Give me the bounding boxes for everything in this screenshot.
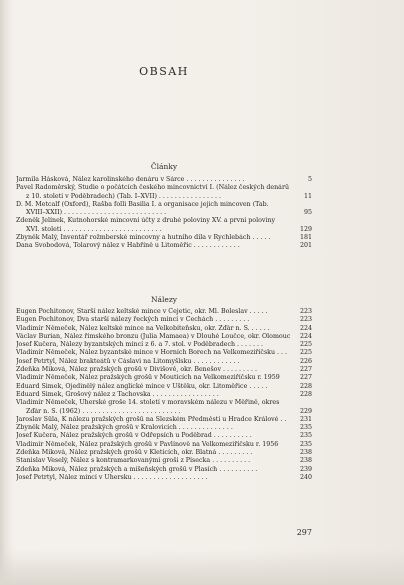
toc-entry-text: Jarmila Hásková, Nález karolinského denáru v Šárce . . . . . . . . . . . . . . .: [16, 176, 245, 183]
toc-entry-page: 229: [299, 407, 312, 415]
toc-entry: [16, 374, 312, 382]
toc-entry-text: Dana Svobodová, Tolarový nález v Habříně u Litoměřic . . . . . . . . . . . .: [16, 242, 240, 250]
toc-entry-page: 235: [299, 440, 312, 448]
toc-entry: [16, 424, 312, 432]
toc-entry: [16, 201, 312, 218]
toc-entry-text: XVIII–XXII) . . . . . . . . . . . . . . . . . . . . . . . . . .: [26, 209, 167, 217]
toc-entry: [16, 234, 312, 242]
toc-entry-page: 224: [299, 324, 312, 332]
toc-entry-text: Pavel Radoměrský, Studie o počátcích českého mincovnictví I. (Nález českých denárů: [16, 184, 290, 192]
toc-entry-page: 226: [299, 357, 312, 365]
toc-entry: [16, 325, 312, 333]
toc-entry: [16, 399, 312, 416]
toc-entry-page: 181: [299, 234, 312, 242]
toc-entry-text: Josef Kučera, Nálezy byzantských mincí z 6. a 7. stol. v Poděbradech . . . . . . .: [16, 341, 264, 349]
toc-entry-text: Zdeněk Jelínek, Kutnohorské mincovní účty z druhé poloviny XV. a první poloviny: [16, 217, 276, 225]
toc-entry-text: Vladimír Němeček, Nález byzantské mince v Horních Borech na Velkomeziříčsku . . .: [16, 349, 288, 357]
toc-entry-text: Zdeňka Miková, Nález pražských grošů v Divišově, okr. Benešov . . . . . . . . .: [16, 366, 258, 374]
toc-entry-page: 224: [299, 332, 312, 340]
toc-entry-page: 227: [299, 366, 312, 374]
table-of-contents-page: [16, 0, 312, 585]
toc-entry-page: 223: [299, 308, 312, 315]
toc-entry: [16, 466, 312, 474]
toc-entry-page: 5: [307, 176, 312, 183]
toc-entry-page: 201: [299, 242, 312, 250]
toc-entry-page: 11: [303, 192, 312, 200]
toc-entry-text: Eugen Pochitonov, Dva starší nálezy řeckých mincí v Čechách . . . . . . . . .: [16, 316, 250, 324]
toc-entry: [16, 333, 312, 341]
toc-entry: [16, 184, 312, 201]
toc-entry: [16, 316, 312, 324]
toc-entry-text: Vladimír Němeček, Nález keltské mince na Velkobíteňsku, okr. Žďár n. S. . . . . .: [16, 324, 270, 332]
toc-entry: [16, 217, 312, 234]
page-number: 297: [296, 528, 312, 537]
section-heading-clanky: Články: [150, 162, 178, 171]
toc-entry-page: 239: [299, 465, 312, 473]
toc-entry-text: Vladimír Němeček, Nález pražských grošů v Moutících na Velkomeziříčsku r. 1959: [16, 374, 280, 382]
toc-entry: [16, 441, 312, 449]
toc-entry-text: Eduard Šimek, Ojedinělý nález anglické mince v Úštěku, okr. Litoměřice . . . . .: [16, 382, 268, 390]
toc-entry: [16, 416, 312, 424]
toc-entry-text: Eduard Šimek, Grošový nález z Tachovska . . . . . . . . . . . . . . . . .: [16, 390, 219, 398]
toc-entry-page: 231: [299, 415, 312, 423]
toc-entry-page: 225: [299, 341, 312, 349]
toc-entry: [16, 341, 312, 349]
toc-entry: [16, 349, 312, 357]
toc-entry: [16, 176, 312, 184]
toc-entry-page: 238: [299, 449, 312, 457]
toc-entry-text: Vladimír Němeček, Nález pražských grošů v Pavlínově na Velkomeziříčsku r. 1956: [16, 440, 279, 448]
toc-list-nalezy: [16, 308, 312, 482]
toc-entry-text: Josef Kučera, Nález pražských grošů v Odřepsích u Poděbrad . . . . . . . . . .: [16, 432, 252, 440]
section-heading-nalezy: Nálezy: [150, 295, 178, 304]
toc-entry-text: Josef Petrtyl, Nález brakteátů v Čáslavi na Litomyšlsku . . . . . . . . . . . .: [16, 357, 240, 365]
toc-entry-text: Žďár n. S. (1962) . . . . . . . . . . . . . . . . . . . . . . . . .: [26, 407, 181, 415]
toc-entry-text: Vladimír Němeček, Uherské groše 14. století v moravském nálezu v Měřině, okres: [16, 399, 280, 407]
toc-entry: [16, 457, 312, 465]
toc-entry-text: D. M. Metcalf (Oxford), Rašba folli Basilia I. a organisace jejich mincoven (Tab.: [16, 200, 269, 208]
toc-entry: [16, 391, 312, 399]
toc-entry-page: 240: [299, 473, 312, 481]
toc-entry-text: Zdeňka Miková, Nález pražských a míšeňských grošů v Plasích . . . . . . . . . .: [16, 465, 258, 473]
toc-entry-page: 228: [299, 382, 312, 390]
toc-entry-text: z 10. století v Poděbradech) (Tab. I–XVII) . . . . . . . . . . . . . . . .: [26, 192, 221, 200]
toc-entry-text: XVI. století . . . . . . . . . . . . . . . . . . . . . . . . .: [26, 225, 162, 233]
toc-entry-page: 223: [299, 316, 312, 324]
toc-entry-text: Eugen Pochitonov, Starší nález keltské mince v Čejetic, okr. Ml. Boleslav . . . . .: [16, 308, 268, 315]
toc-entry: [16, 242, 312, 250]
toc-entry-text: Josef Petrtyl, Nález mincí v Uhersku . . . . . . . . . . . . . . . . . . .: [16, 473, 208, 481]
toc-entry: [16, 449, 312, 457]
toc-entry: [16, 308, 312, 316]
page-title: OBSAH: [139, 65, 189, 78]
toc-entry-page: 227: [299, 374, 312, 382]
toc-entry: [16, 366, 312, 374]
toc-entry: [16, 432, 312, 440]
toc-entry-page: 235: [299, 424, 312, 432]
toc-entry-page: 95: [303, 209, 312, 217]
toc-entry: [16, 474, 312, 482]
toc-entry-page: 238: [299, 457, 312, 465]
toc-entry-text: Zbyněk Malý, Nález pražských grošů v Kralovicích . . . . . . . . . . . . . .: [16, 424, 233, 432]
toc-entry: [16, 358, 312, 366]
toc-entry-text: Zdeňka Miková, Nález pražských grošů v Kleticích, okr. Blatná . . . . . . . . .: [16, 449, 253, 457]
toc-entry-page: 225: [299, 349, 312, 357]
toc-entry: [16, 383, 312, 391]
toc-entry-text: Zbyněk Malý, Inventář rožmberské mincovny a hutního díla v Rychlebách . . . . .: [16, 234, 271, 242]
toc-entry-text: Václav Burian, Nález římského bronzu (Julia Mamaea) v Dlouhé Loučce, okr. Olomouc: [16, 332, 291, 340]
toc-entry-page: 228: [299, 390, 312, 398]
toc-entry-page: 129: [299, 225, 312, 233]
toc-entry-text: Stanislav Veselý, Nález s kontramarkovanými groši z Písecka . . . . . . . . . .: [16, 457, 251, 465]
toc-entry-text: Jaroslav Šůla, K nálezu pražských grošů na Slezském Předměstí u Hradce Králové . .: [16, 415, 287, 423]
toc-list-clanky: [16, 176, 312, 251]
toc-entry-page: 235: [299, 432, 312, 440]
